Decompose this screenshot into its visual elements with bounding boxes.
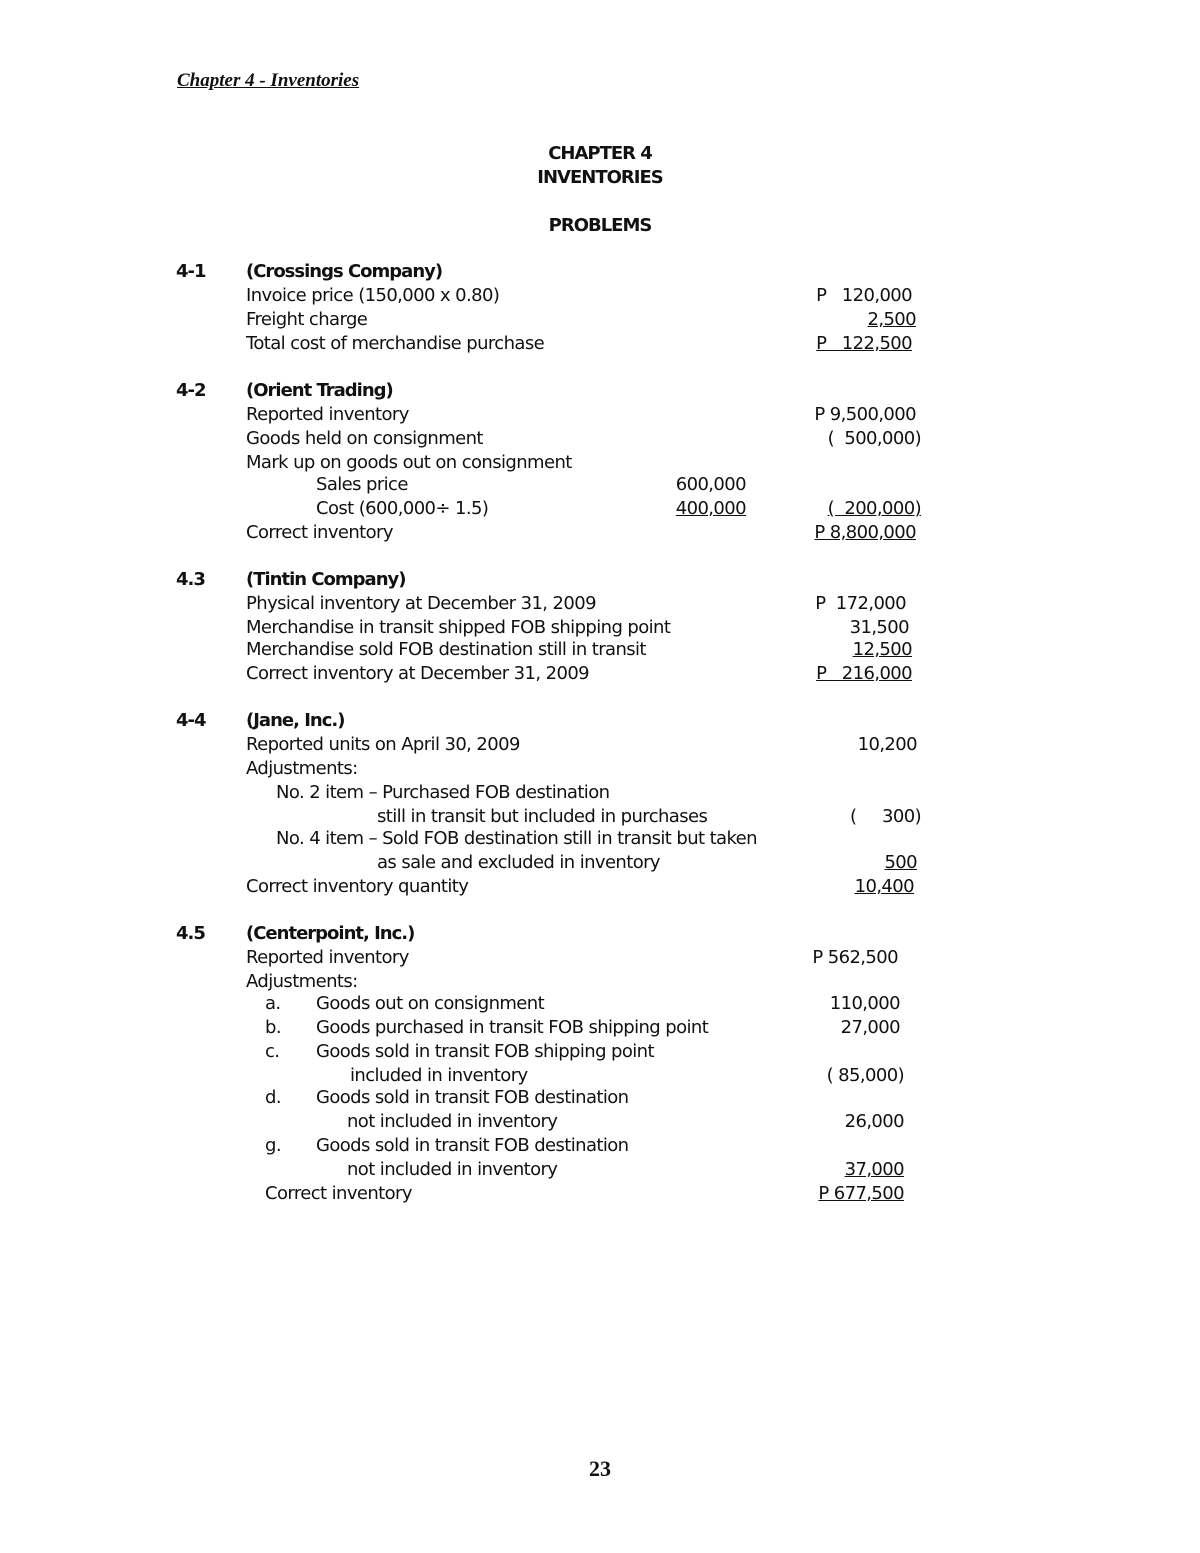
line-label: Goods sold in transit FOB destination <box>316 1087 629 1108</box>
line-label: Sales price <box>316 474 408 495</box>
line-value: 500 <box>884 852 917 873</box>
line-value: ( 85,000) <box>826 1065 904 1086</box>
total-value: 10,400 <box>854 876 914 897</box>
line-label: Correct inventory <box>265 1183 412 1204</box>
page-number: 23 <box>589 1456 611 1481</box>
line-label: Mark up on goods out on consignment <box>246 452 572 473</box>
problem-title: (Tintin Company) <box>246 569 406 590</box>
line-label: Cost (600,000÷ 1.5) <box>316 498 489 519</box>
line-value: ( 500,000) <box>827 428 921 449</box>
line-label: not included in inventory <box>347 1159 558 1180</box>
line-label: Adjustments: <box>246 758 358 779</box>
item-marker: a. <box>265 993 281 1014</box>
line-value: 26,000 <box>844 1111 904 1132</box>
line-value: 27,000 <box>840 1017 900 1038</box>
line-label: Physical inventory at December 31, 2009 <box>246 593 596 614</box>
line-value: P 120,000 <box>816 285 912 306</box>
line-label: Goods out on consignment <box>316 993 545 1014</box>
line-label: included in inventory <box>350 1065 528 1086</box>
line-label: Adjustments: <box>246 971 358 992</box>
section-heading: PROBLEMS <box>548 215 652 236</box>
line-label: Goods sold in transit FOB destination <box>316 1135 629 1156</box>
problem-title: (Orient Trading) <box>246 380 393 401</box>
line-label: No. 2 item – Purchased FOB destination <box>276 782 610 803</box>
line-label: as sale and excluded in inventory <box>377 852 660 873</box>
line-value: ( 300) <box>849 806 921 827</box>
line-label: Correct inventory at December 31, 2009 <box>246 663 590 684</box>
total-value: P 216,000 <box>816 663 912 684</box>
line-value: 12,500 <box>852 639 912 660</box>
line-label: not included in inventory <box>347 1111 558 1132</box>
problem-number: 4-1 <box>176 261 206 282</box>
line-label: still in transit but included in purchases <box>377 806 708 827</box>
chapter-heading: CHAPTER 4 <box>548 143 652 164</box>
problem-number: 4.5 <box>176 923 205 944</box>
line-value: P 172,000 <box>815 593 906 614</box>
line-label: Correct inventory <box>246 522 393 543</box>
chapter-topic: INVENTORIES <box>537 167 663 188</box>
line-label: Correct inventory quantity <box>246 876 469 897</box>
line-value: 37,000 <box>844 1159 904 1180</box>
problem-number: 4-4 <box>176 710 206 731</box>
line-label: Merchandise in transit shipped FOB shipping point <box>246 617 671 638</box>
line-value: ( 200,000) <box>827 498 921 519</box>
line-value: P 562,500 <box>812 947 898 968</box>
line-label: Reported units on April 30, 2009 <box>246 734 520 755</box>
line-label: Total cost of merchandise purchase <box>246 333 545 354</box>
item-marker: c. <box>265 1041 280 1062</box>
line-label: Goods sold in transit FOB shipping point <box>316 1041 654 1062</box>
line-value: 2,500 <box>867 309 916 330</box>
middle-value: 400,000 <box>675 498 746 519</box>
total-value: P 677,500 <box>818 1183 904 1204</box>
line-label: Merchandise sold FOB destination still in transit <box>246 639 646 660</box>
problem-title: (Centerpoint, Inc.) <box>246 923 415 944</box>
line-value: P 9,500,000 <box>814 404 916 425</box>
line-label: No. 4 item – Sold FOB destination still in transit but taken <box>276 828 757 849</box>
line-label: Invoice price (150,000 x 0.80) <box>246 285 500 306</box>
problem-title: (Crossings Company) <box>246 261 443 282</box>
middle-value: 600,000 <box>675 474 746 495</box>
line-value: 31,500 <box>849 617 909 638</box>
item-marker: b. <box>265 1017 281 1038</box>
line-label: Reported inventory <box>246 404 409 425</box>
total-value: P 8,800,000 <box>814 522 916 543</box>
line-label: Goods purchased in transit FOB shipping point <box>316 1017 709 1038</box>
line-label: Reported inventory <box>246 947 409 968</box>
line-label: Freight charge <box>246 309 368 330</box>
total-value: P 122,500 <box>816 333 912 354</box>
running-header: Chapter 4 - Inventories <box>177 70 360 91</box>
item-marker: d. <box>265 1087 281 1108</box>
problem-number: 4-2 <box>176 380 206 401</box>
problem-number: 4.3 <box>176 569 205 590</box>
line-value: 110,000 <box>829 993 900 1014</box>
item-marker: g. <box>265 1135 281 1156</box>
line-value: 10,200 <box>857 734 917 755</box>
line-label: Goods held on consignment <box>246 428 483 449</box>
problem-title: (Jane, Inc.) <box>246 710 345 731</box>
